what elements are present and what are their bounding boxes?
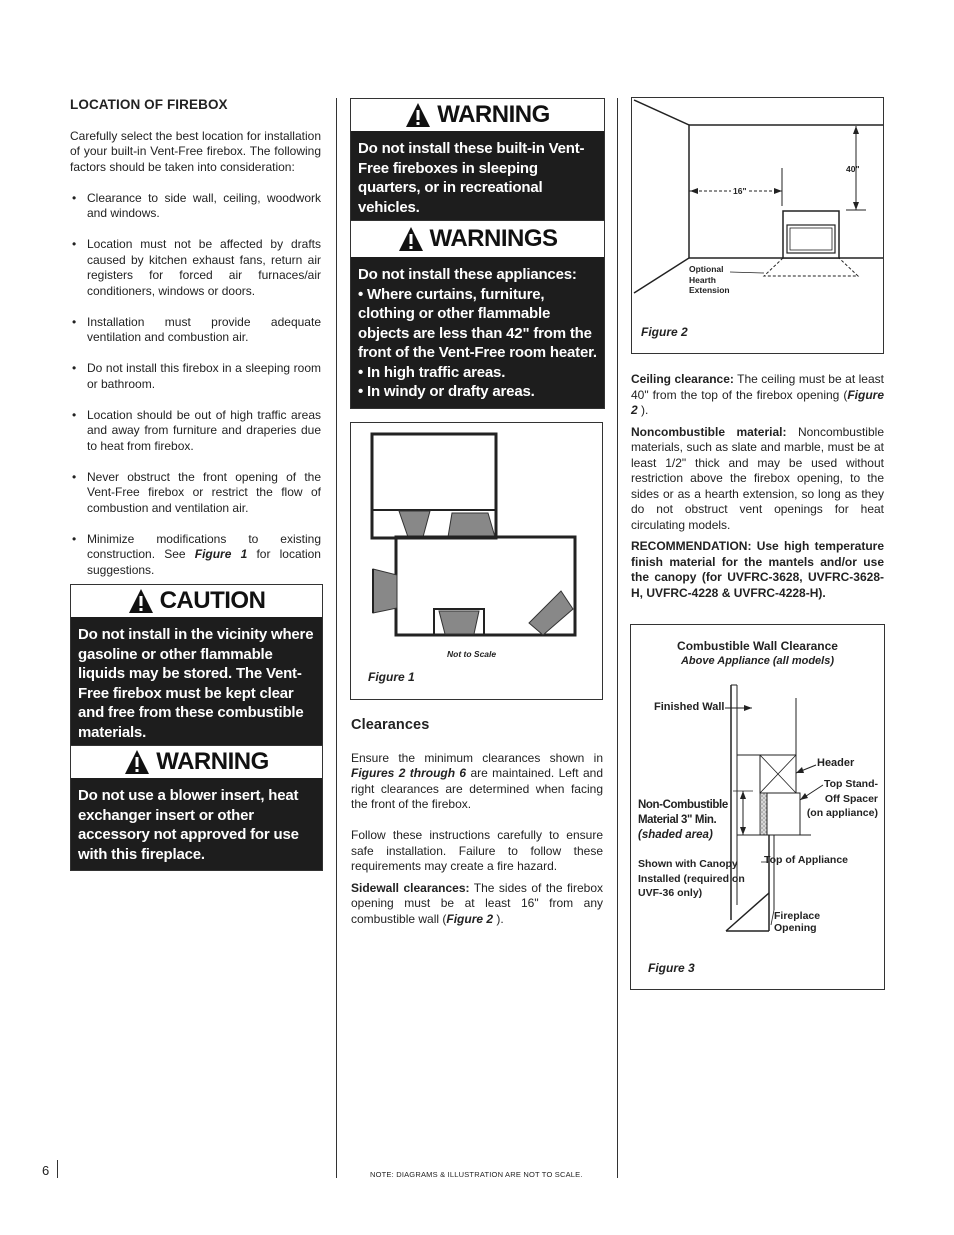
warning-triangle-icon: [124, 749, 150, 775]
text: Ensure the minimum clearances shown in: [351, 750, 603, 765]
figure-1: [350, 422, 603, 700]
sidewall-para: [351, 881, 603, 928]
list-item: • Do not install this firebox in a sleeping room or bathroom.: [70, 361, 321, 392]
ceiling-para: [631, 372, 884, 419]
dim-16-label: 16": [733, 186, 747, 196]
noncombustible-label: Noncombustible material:: [631, 424, 787, 439]
fireplace-opening-label: [774, 911, 820, 934]
noncombustible-label: [638, 798, 728, 843]
noncomb-label-line: Material 3" Min.: [638, 814, 717, 826]
text: The ceiling must be at least 40" from the top of the firebox opening (: [631, 372, 884, 402]
figure-2: [631, 97, 884, 354]
warning-triangle-icon: [405, 102, 431, 128]
warning-triangle-icon: [128, 588, 154, 614]
caution-box: [70, 584, 323, 749]
right-text: [631, 372, 884, 601]
section-heading-location: LOCATION OF FIREBOX: [70, 97, 228, 112]
bullet-text: for location suggestions.: [87, 547, 321, 577]
figure-3-subtitle: Above Appliance (all models): [680, 655, 834, 667]
figure-3: [630, 624, 885, 990]
warning-title: WARNING: [156, 748, 269, 775]
sidewall-label: Sidewall clearances:: [351, 880, 470, 895]
hearth-label-line: Optional: [689, 264, 724, 274]
canopy-label-line: Shown with Canopy: [638, 858, 738, 870]
noncomb-label-line: Non-Combustible: [638, 799, 728, 811]
warnings-header: [351, 221, 604, 257]
text: ).: [493, 911, 504, 926]
caution-body: Do not install in the vicinity where gasoline or other flammable liquids may be stored. The Vent-Free firebox must be kept clear and free from these combustible materials.: [71, 617, 322, 748]
column-rule-left: [57, 1160, 58, 1178]
ceiling-clearance-diagram: [632, 98, 883, 353]
warnings-title: WARNINGS: [429, 225, 558, 252]
column-rule-1: [336, 98, 337, 1178]
list-item: • Never obstruct the front opening of the Vent-Free firebox or restrict the flow of combustion and ventilation air.: [70, 470, 321, 517]
text: ).: [637, 403, 649, 417]
fireplace-label-line: Fireplace: [774, 910, 821, 922]
footer-note: NOTE: DIAGRAMS & ILLUSTRATION ARE NOT TO SCALE.: [370, 1170, 583, 1179]
clearances-para-2: Follow these instructions carefully to ensure safe installation. Failure to follow these requirements may create a fire hazard.: [351, 828, 603, 873]
text: Noncombustible materials, such as slate and marble, must be at least 1/2" thick and may be used without restriction above the firebox opening, to the sides or as a hearth extension, so long as they do not obstruct vent openings for heat circulating models.: [631, 424, 884, 532]
list-item: • Installation must provide adequate ventilation and combustion air.: [70, 315, 321, 346]
warnings-lead: Do not install these appliances:: [358, 266, 577, 283]
standoff-label-line: Top Stand-: [823, 778, 878, 790]
standoff-label: [803, 777, 878, 821]
list-item: • In windy or drafty areas.: [358, 383, 535, 400]
header-label: Header: [817, 757, 855, 769]
warning-triangle-icon: [398, 226, 424, 252]
canopy-label-line: UVF-36 only): [638, 887, 703, 899]
figure-2-ref: Figure 2: [446, 911, 494, 926]
warning-body: Do not use a blower insert, heat exchanger insert or other accessory not approved for use with this fireplace.: [71, 778, 322, 870]
caution-title: CAUTION: [159, 587, 266, 614]
warning-body: Do not install these built-in Vent-Free fireboxes in sleeping quarters, or in recreational vehicles.: [351, 131, 604, 223]
text: are maintained. Left and right clearances are determined when facing the front of the firebox.: [351, 766, 603, 811]
column-rule-2: [617, 98, 618, 1178]
warning-title: WARNING: [437, 101, 550, 128]
list-item: • Location should be out of high traffic areas and away from furniture and draperies due to heat from firebox.: [70, 408, 321, 455]
standoff-label-line: (on appliance): [806, 807, 878, 819]
hearth-label-line: Extension: [689, 285, 730, 295]
top-of-appliance-label: Top of Appliance: [764, 854, 848, 866]
warnings-body: [351, 257, 604, 408]
bullet-text: Minimize modifications to existing construction. See: [87, 531, 321, 561]
left-column: [70, 97, 321, 594]
figure-1-note: Not to Scale: [447, 649, 497, 659]
text: The sides of the firebox opening must be at least 16" from any combustible wall (: [351, 880, 603, 926]
warning-box-middle: [350, 98, 605, 224]
noncombustible-para: [631, 425, 884, 534]
figure-1-ref: Figure 1: [194, 547, 248, 561]
ceiling-label: Ceiling clearance:: [631, 372, 734, 386]
figure-3-title: Combustible Wall Clearance: [677, 639, 838, 653]
warning-header: [71, 746, 322, 778]
standoff-label-line: Off Spacer: [824, 792, 878, 805]
location-bullets: [70, 191, 321, 579]
recommendation-para: RECOMMENDATION: Use high temperature finish material for the mantels and/or use the canopy (for UVFRC-3628, UVFRC-3628-H, UVFRC-4228 & UVFRC-4228-H).: [631, 539, 884, 600]
location-intro: Carefully select the best location for installation of your built-in Vent-Free firebox. The following factors should be taken into consideration:: [70, 128, 321, 174]
warning-box-left: [70, 745, 323, 871]
canopy-label: [638, 857, 745, 901]
page-number: 6: [42, 1163, 50, 1178]
figure-2-ref: Figure 2: [631, 387, 884, 417]
canopy-label-line: Installed (required on: [638, 872, 745, 885]
hearth-label: [689, 264, 730, 296]
clearances-para-1: [351, 751, 603, 813]
warnings-box: [350, 220, 605, 409]
noncomb-label-line: (shaded area): [638, 829, 713, 841]
list-item: • Where curtains, furniture, clothing or other flammable objects are less than 42" from the front of the Vent-Free room heater.: [358, 285, 597, 361]
finished-wall-label: Finished Wall: [654, 701, 725, 713]
figure-2-caption: Figure 2: [641, 325, 688, 339]
caution-header: [71, 585, 322, 617]
figure-1-caption: Figure 1: [368, 670, 415, 684]
hearth-label-line: Hearth: [689, 274, 716, 285]
clearances-heading: Clearances: [351, 717, 430, 733]
figures-ref: Figures 2 through 6: [351, 766, 467, 780]
warning-header: [351, 99, 604, 131]
figure-3-caption: Figure 3: [648, 961, 695, 975]
list-item: • Clearance to side wall, ceiling, woodwork and windows.: [70, 191, 321, 222]
list-item: • In high traffic areas.: [358, 363, 506, 381]
fireplace-label-line: Opening: [774, 921, 817, 934]
list-item: [70, 532, 321, 579]
list-item: • Location must not be affected by drafts caused by kitchen exhaust fans, return air registers for forced air furnaces/air conditioners, windows or doors.: [70, 237, 321, 299]
dim-40-label: 40": [846, 164, 860, 174]
clearances-section: [351, 718, 603, 927]
